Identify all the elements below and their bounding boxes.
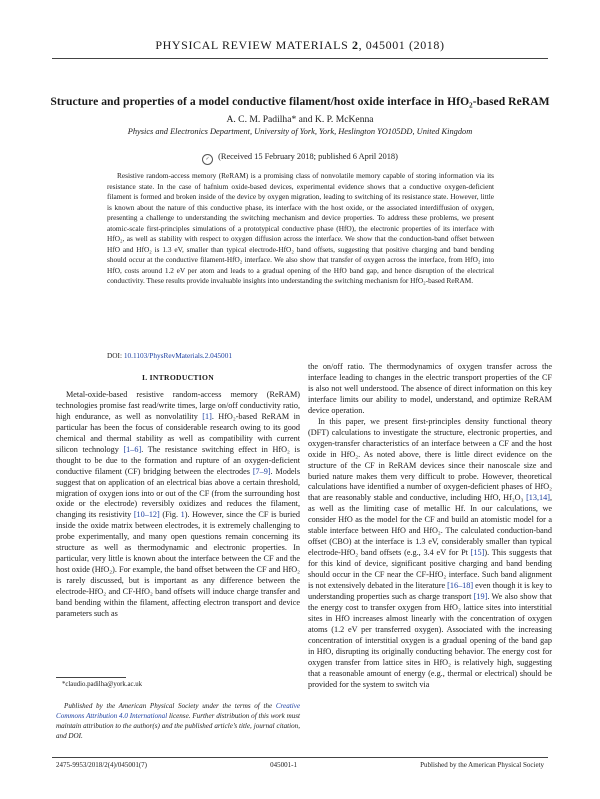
text-run: ). This suggests that for this kind of device, significant positive charging and band bending should occur in the CF near the CF-HfO₂ interface. Such band alignment is not extensively debated in the literature	[308, 548, 552, 591]
abstract: Resistive random-access memory (ReRAM) is a promising class of nonvolatile memory capable of storing information via its resistance state. In the case of hafnium oxide-based devices, experimental evidence shows that a conductive oxygen-deficient filament is formed and broken inside of the device by oxygen migration, leading to switching of its resistance state. However, little is known about the nature of this conductive phase, its interface with the host oxide, or the associated interdiffusion of oxygen, presenting a challenge to understanding the switching mechanism and device properties. To address these problems, we present atomic-scale first-principles simulations of a prototypical conductive phase (HfO), the electronic properties of its interface with HfO₂, as well as stability with respect to oxygen diffusion across the interface. We show that the conduction-band offset between HfO and HfO₂ is 1.3 eV, smaller than typical electrode-HfO₂ band offsets, suggesting that positive charging and band bending should occur at the conductive filament-HfO₂ interface. We also show that transfer of oxygen across the interface, from HfO₂ into HfO, costs around 1.2 eV per atom and leads to a gradual opening of the HfO band gap, and hence disruption of the electrical conductivity. These results provide invaluable insights into understanding the switching mechanism for HfO₂-based ReRAM.	[107, 171, 494, 286]
authors: A. C. M. Padilha* and K. P. McKenna	[226, 114, 374, 125]
citation-link[interactable]: [13,14]	[526, 493, 550, 503]
citation-link[interactable]: [10–12]	[133, 510, 160, 520]
citation-link[interactable]: [1]	[202, 411, 212, 421]
intro-paragraph-1	[56, 390, 300, 620]
footnote-rule	[56, 677, 126, 678]
issn: 2475-9953/2018/2(4)/045001(7)	[56, 761, 147, 769]
text-run: . HfO₂-based ReRAM in particular has been the focus of considerable research owing to its good chemical and thermal stability as well as compatibility with current silicon technology	[56, 411, 300, 454]
text-run: . The resistance switching effect in HfO₂ is thought to be due to the formation and rupture of an oxygen-deficient conductive filament (CF) bridging between the electrodes	[56, 444, 300, 476]
header-rule	[52, 58, 548, 59]
text-run: Published by the American Physical Society under the terms of the	[64, 702, 276, 710]
publisher: Published by the American Physical Society	[420, 761, 544, 769]
received-line	[0, 152, 600, 165]
affiliation: Physics and Electronics Department, University of York, York, Heslington YO105DD, United Kingdom	[127, 127, 473, 136]
citation-link[interactable]: [19]	[473, 592, 488, 602]
citation-link[interactable]: [7–9]	[252, 466, 271, 476]
text-run: , as well as the limiting case of metallic Hf. In our calculations, we consider HfO as the model for the CF and build an atomistic model for a stable interface between HfO and HfO₂. The calculated conduction-band offset (CBO) at the interface is 1.3 eV, considerably smaller than typical electrode-HfO₂ band offsets (e.g., 3.4 eV for Pt	[308, 493, 552, 558]
footer-rule	[52, 757, 548, 758]
doi-line	[107, 351, 232, 360]
text-run: ). However, since the CF is buried inside the oxide matrix between electrodes, it is extremely challenging to probe experimentally, and many open questions remain concerning its structure as well as thermodynamic and electronic properties. In particular, very little is known about the interface between the CF and the host oxide (HfO₂). For example, the band offset between the CF and HfO₂ is rarely discussed, but is important as any difference between the electrode-HfO₂ and CF-HfO₂ band offsets will induce charge transfer and band bending within the filament, affecting electron transport and device parameters such as	[56, 510, 301, 619]
license-link[interactable]: Creative Commons Attribution 4.0 International	[56, 702, 300, 720]
citation-link[interactable]: [1–6]	[123, 444, 142, 454]
text-run: . We also show that the energy cost to transfer oxygen from HfO₂ lattice sites into interstitial sites in HfO increases almost linearly with the concentration of oxygen atoms (1.2 eV per transferred oxygen). Associated with the increasing concentration of interstitial oxygen is a gradual opening of the band gap in HfO, disrupting its originally conducting behavior. The energy cost for oxygen transfer from lattice sites in HfO₂ is relatively high, suggesting that a reasonable amount of energy (e.g., thermal or electrical) should be provided for the system to switch via	[308, 592, 552, 689]
text-run: In this paper, we present first-principles density functional theory (DFT) calculations to investigate the structure, electronic properties, and oxygen-transfer characteristics of an interface between a CF and the host oxide in HfO₂. As noted above, there is little direct evidence on the structure of the CF in ReRAM devices since their nanoscale size and buried nature makes them very difficult to probe. However, theoretical calculations have identified a number of oxygen-deficient phases of HfO₂ that are reasonably stable and conductive, including HfO, Hf₂O₃	[308, 416, 552, 503]
corresponding-email[interactable]: *claudio.padilha@york.ac.uk	[62, 681, 143, 688]
doi-label: DOI:	[107, 351, 122, 360]
citation-link[interactable]: [16–18]	[447, 581, 474, 591]
journal-name: PHYSICAL REVIEW MATERIALS	[155, 38, 349, 52]
intro-paragraph-2	[308, 417, 552, 691]
journal-volume: 2	[352, 38, 359, 52]
license-note	[56, 701, 300, 741]
received-dates: (Received 15 February 2018; published 6 April 2018)	[218, 152, 398, 161]
doi-link[interactable]: 10.1103/PhysRevMaterials.2.045001	[123, 351, 232, 360]
text-run: Metal-oxide-based resistive random-access memory (ReRAM) technologies promise fast read/write times, large on/off conductivity ratio, high endurance, as well as nonvolatility	[56, 389, 300, 421]
page-number: 045001-1	[270, 761, 297, 769]
page-footer	[56, 761, 544, 769]
intro-paragraph-1-continued: the on/off ratio. The thermodynamics of oxygen transfer across the interface leading to changes in the electric transport properties of the CF is also not well understood. The absence of direct information on this key interface limits our ability to model, understand, and optimize ReRAM device operation.	[308, 362, 552, 415]
left-column	[56, 367, 300, 620]
figure-link[interactable]: 1	[180, 510, 185, 520]
text-run: . Models suggest that on application of an electrical bias above a certain threshold, migration of oxygen ions into or out of the CF (from the surrounding host oxide or the electrode) reversibly oxidizes and reduces the filament, changing its resistivity	[56, 466, 301, 520]
text-run: even though it is key to understanding properties such as charge transport	[308, 581, 552, 602]
check-for-updates-icon[interactable]: ✓	[202, 154, 213, 165]
article-number: , 045001 (2018)	[358, 38, 445, 52]
section-heading-introduction: I. INTRODUCTION	[141, 373, 214, 382]
text-run: license. Further distribution of this work must maintain attribution to the author(s) and the published article’s title, journal citation, and DOI.	[56, 712, 300, 740]
paper-title: Structure and properties of a model conductive filament/host oxide interface in HfO₂-based ReRAM	[50, 95, 550, 108]
journal-header	[0, 38, 600, 53]
footnote	[56, 680, 300, 689]
citation-link[interactable]: [15]	[470, 548, 485, 558]
text-run: (Fig.	[159, 510, 181, 520]
right-column	[308, 362, 552, 691]
